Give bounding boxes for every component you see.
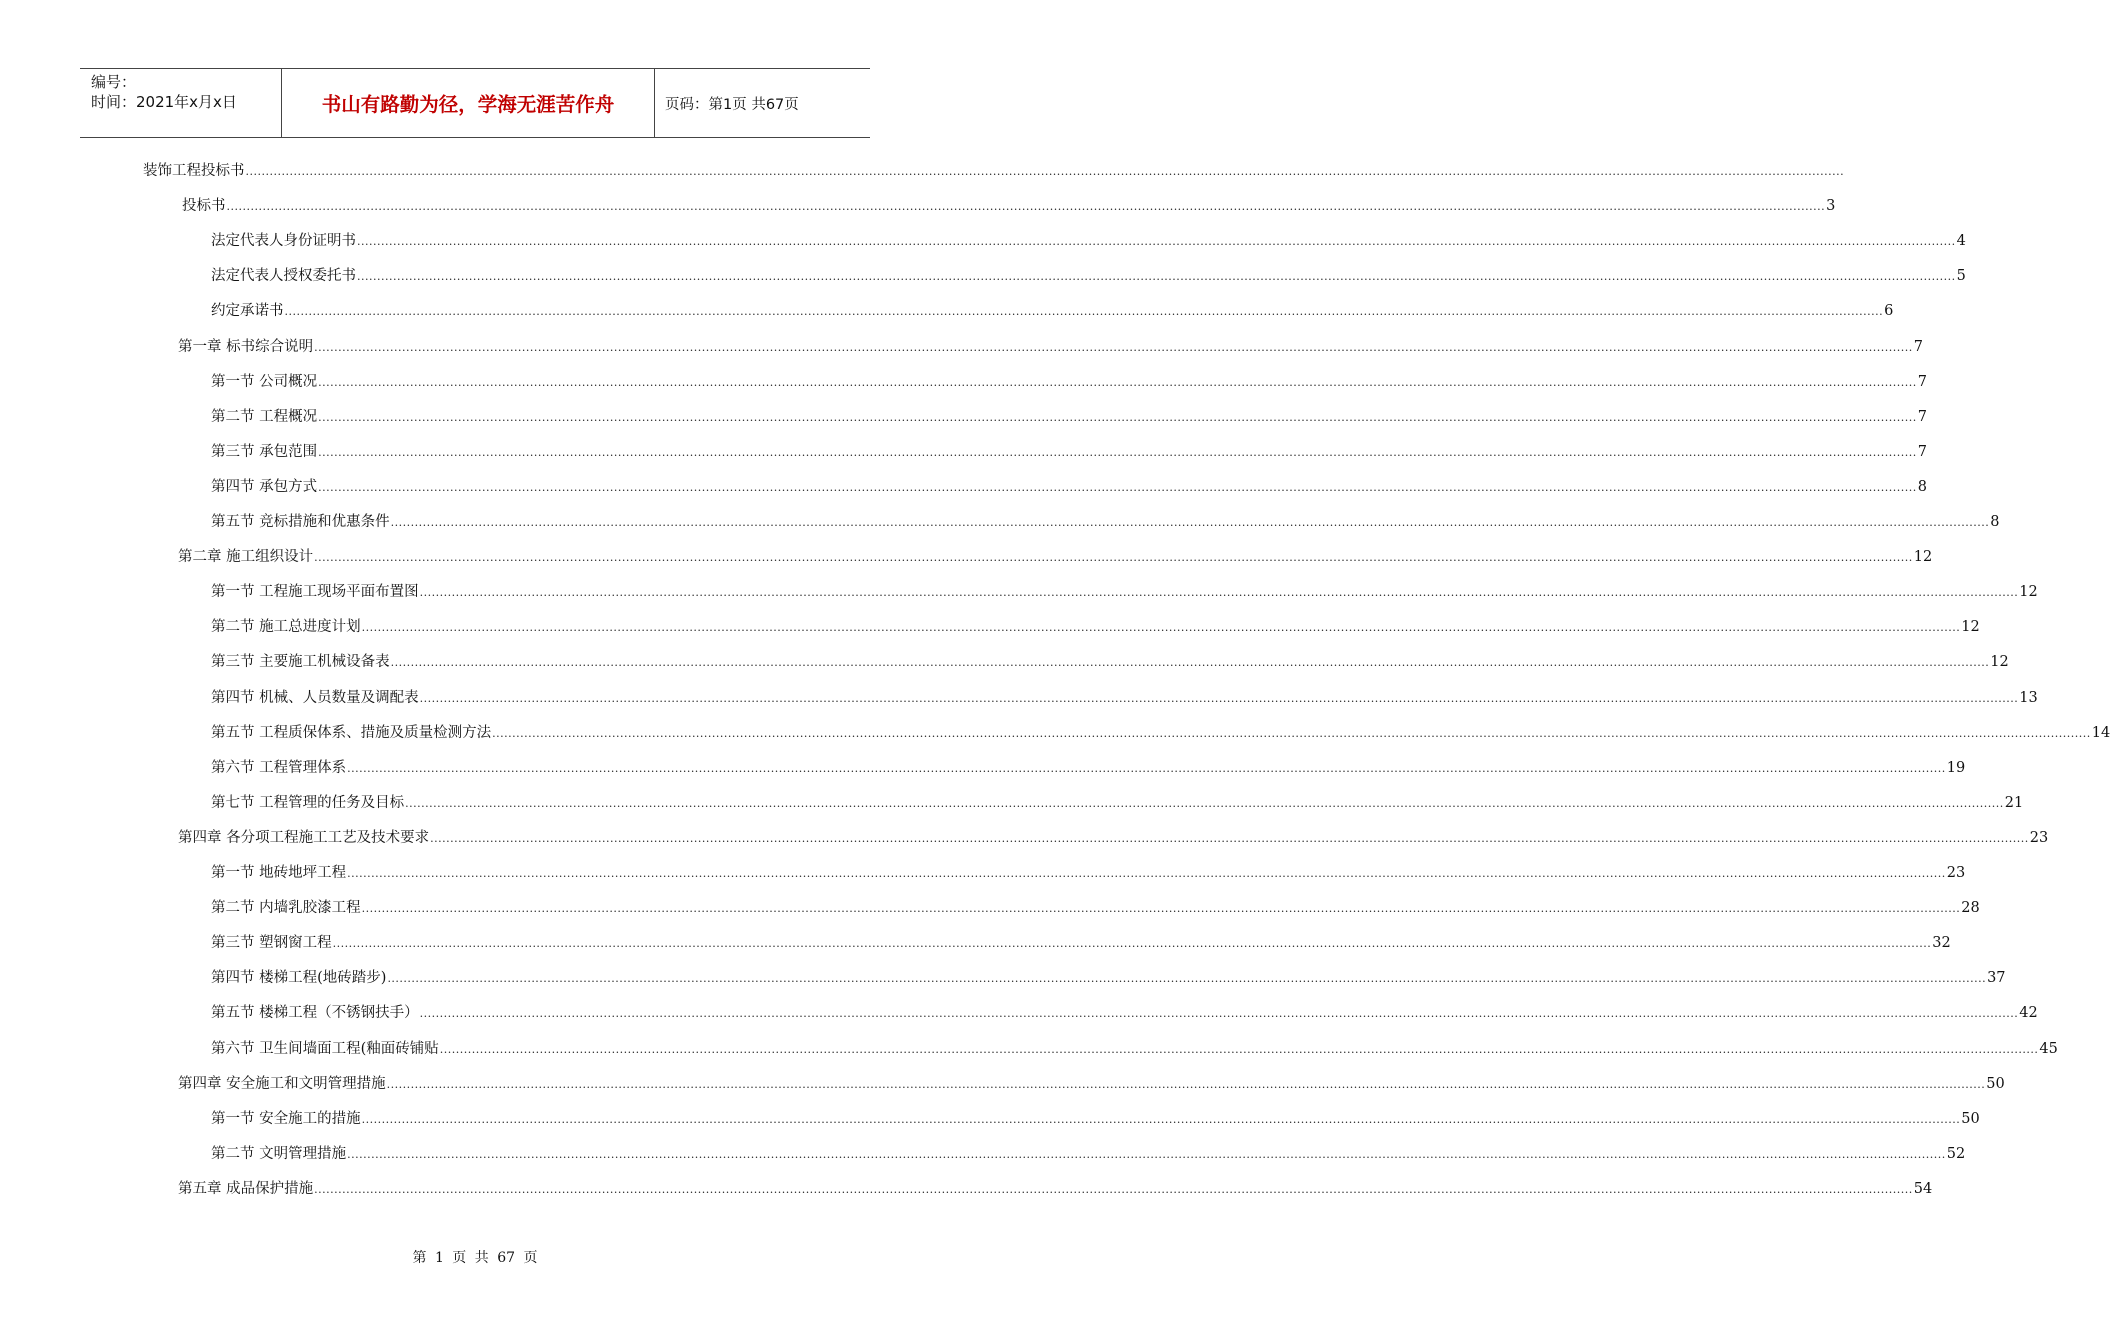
- toc-leader-dots: ................................................................................................................................................................................................................................................................................................................................................................................................................: [361, 1112, 1961, 1126]
- toc-entry-title: 第五节 工程质保体系、措施及质量检测方法: [211, 724, 492, 741]
- toc-entry-page-number: 50: [1986, 1075, 2005, 1092]
- toc-leader-dots: ................................................................................................................................................................................................................................................................................................................................................................................................................: [439, 1042, 2039, 1056]
- toc-leader-dots: ................................................................................................................................................................................................................................................................................................................................................................................................................: [430, 831, 2029, 845]
- toc-entry-title: 第五节 竞标措施和优惠条件: [211, 514, 390, 530]
- toc-entry-title: 第一章 标书综合说明: [178, 338, 314, 355]
- toc-entry[interactable]: [182, 195, 1836, 217]
- toc-entry-page-number: 12: [1990, 654, 2009, 671]
- toc-entry[interactable]: [211, 581, 2038, 603]
- toc-entry-title: 投标书: [182, 198, 226, 215]
- toc-entry-page-number: 45: [2039, 1040, 2058, 1057]
- toc-entry-title: 第一节 公司概况: [211, 373, 318, 390]
- toc-entry-page-number: 5: [1956, 268, 1966, 285]
- toc-leader-dots: ................................................................................................................................................................................................................................................................................................................................................................................................................: [284, 305, 1884, 319]
- toc-entry-page-number: 37: [1987, 970, 2006, 987]
- toc-entry-title: 第五章 成品保护措施: [178, 1180, 314, 1197]
- toc-entry-title: 第六节 工程管理体系: [211, 759, 347, 776]
- toc-leader-dots: ................................................................................................................................................................................................................................................................................................................................................................................................................: [347, 761, 1946, 775]
- toc-entry[interactable]: [211, 722, 2110, 744]
- toc-leader-dots: ................................................................................................................................................................................................................................................................................................................................................................................................................: [361, 621, 1961, 635]
- toc-entry-page-number: 8: [1990, 514, 2000, 530]
- toc-entry[interactable]: [211, 371, 1927, 393]
- toc-entry[interactable]: [178, 336, 1923, 358]
- toc-leader-dots: ................................................................................................................................................................................................................................................................................................................................................................................................................: [419, 586, 2019, 600]
- toc-entry-page-number: 54: [1913, 1180, 1933, 1197]
- toc-entry-title: 第四节 承包方式: [211, 478, 318, 495]
- toc-entry-page-number: 52: [1946, 1145, 1966, 1162]
- toc-leader-dots: ................................................................................................................................................................................................................................................................................................................................................................................................................: [386, 1077, 1986, 1091]
- toc-leader-dots: ................................................................................................................................................................................................................................................................................................................................................................................................................: [357, 235, 1956, 249]
- toc-leader-dots: ................................................................................................................................................................................................................................................................................................................................................................................................................: [357, 270, 1956, 284]
- toc-entry-title: 第二节 施工总进度计划: [211, 619, 361, 636]
- toc-entry-title: 第二节 文明管理措施: [211, 1145, 347, 1162]
- toc-entry[interactable]: [211, 616, 1980, 638]
- toc-entry[interactable]: [211, 897, 1980, 919]
- page-footer: 第 1 页 共 67 页: [412, 1250, 538, 1266]
- toc-entry[interactable]: [211, 792, 2024, 814]
- toc-entry[interactable]: [211, 300, 1894, 322]
- toc-entry[interactable]: [178, 827, 2049, 849]
- toc-entry-title: 第一节 地砖地坪工程: [211, 865, 347, 881]
- toc-leader-dots: ................................................................................................................................................................................................................................................................................................................................................................................................................: [347, 867, 1946, 880]
- toc-entry-page-number: 28: [1961, 900, 1980, 917]
- toc-entry[interactable]: [178, 1178, 1933, 1200]
- toc-entry-page-number: 21: [2004, 794, 2024, 811]
- toc-entry[interactable]: [211, 1108, 1980, 1130]
- toc-entry-page-number: 14: [2091, 724, 2110, 741]
- toc-leader-dots: ................................................................................................................................................................................................................................................................................................................................................................................................................: [390, 656, 1990, 670]
- toc-entry-title: 约定承诺书: [211, 303, 284, 320]
- toc-entry-title: 第三节 主要施工机械设备表: [211, 654, 390, 671]
- toc-entry-title: 第五节 楼梯工程（不锈钢扶手）: [211, 1005, 419, 1022]
- toc-entry-page-number: 12: [2019, 584, 2038, 601]
- toc-entry-title: 第四节 机械、人员数量及调配表: [211, 689, 419, 706]
- toc-entry[interactable]: [211, 1143, 1966, 1165]
- toc-leader-dots: ................................................................................................................................................................................................................................................................................................................................................................................................................: [361, 902, 1961, 916]
- toc-leader-dots: ................................................................................................................................................................................................................................................................................................................................................................................................................: [314, 340, 1913, 354]
- toc-entry[interactable]: [211, 967, 2006, 989]
- toc-entry[interactable]: [211, 1002, 2038, 1024]
- toc-entry[interactable]: [211, 862, 1966, 884]
- document-date: 时间：2021年x月x日: [91, 93, 237, 111]
- toc-leader-dots: ................................................................................................................................................................................................................................................................................................................................................................................................................: [405, 796, 2004, 810]
- toc-entry-page-number: 12: [1913, 549, 1933, 566]
- toc-entry-page-number: 23: [2029, 829, 2049, 846]
- toc-entry-title: 装饰工程投标书: [143, 163, 245, 179]
- toc-entry-page-number: 7: [1917, 373, 1927, 390]
- toc-entry-page-number: 8: [1917, 478, 1927, 495]
- toc-leader-dots: ................................................................................................................................................................................................................................................................................................................................................................................................................: [245, 165, 1845, 178]
- toc-entry-title: 第六节 卫生间墙面工程(釉面砖铺贴: [211, 1040, 439, 1057]
- toc-entry-page-number: 12: [1961, 619, 1980, 636]
- toc-entry-page-number: 23: [1946, 865, 1966, 881]
- toc-entry-title: 第二节 内墙乳胶漆工程: [211, 900, 361, 917]
- toc-entry[interactable]: [211, 651, 2009, 673]
- toc-entry-page-number: 3: [1826, 198, 1836, 215]
- toc-entry[interactable]: [211, 476, 1927, 498]
- header-motto: 书山有路勤为径，学海无涯苦作舟: [282, 69, 655, 137]
- toc-entry-page-number: 13: [2019, 689, 2038, 706]
- toc-entry-title: 第七节 工程管理的任务及目标: [211, 794, 405, 811]
- document-number-label: 编号：: [91, 73, 137, 91]
- toc-entry[interactable]: [211, 932, 1951, 954]
- toc-entry[interactable]: [211, 406, 1927, 428]
- toc-entry[interactable]: [211, 265, 1966, 287]
- toc-leader-dots: ................................................................................................................................................................................................................................................................................................................................................................................................................: [419, 1007, 2019, 1021]
- toc-entry-title: 法定代表人授权委托书: [211, 268, 356, 285]
- toc-entry-page-number: 4: [1956, 233, 1966, 250]
- toc-leader-dots: ................................................................................................................................................................................................................................................................................................................................................................................................................: [318, 410, 1917, 424]
- toc-entry-page-number: 32: [1932, 935, 1951, 952]
- toc-entry-page-number: 7: [1913, 338, 1923, 355]
- toc-entry-title: 法定代表人身份证明书: [211, 233, 356, 250]
- toc-leader-dots: ................................................................................................................................................................................................................................................................................................................................................................................................................: [318, 480, 1917, 494]
- toc-leader-dots: ................................................................................................................................................................................................................................................................................................................................................................................................................: [318, 445, 1917, 459]
- toc-leader-dots: ................................................................................................................................................................................................................................................................................................................................................................................................................: [332, 937, 1932, 951]
- toc-leader-dots: ................................................................................................................................................................................................................................................................................................................................................................................................................: [314, 551, 1913, 565]
- toc-entry[interactable]: [211, 1038, 2058, 1060]
- toc-leader-dots: ................................................................................................................................................................................................................................................................................................................................................................................................................: [390, 516, 1990, 529]
- toc-entry-title: 第二节 工程概况: [211, 408, 318, 425]
- toc-leader-dots: ................................................................................................................................................................................................................................................................................................................................................................................................................: [347, 1147, 1946, 1161]
- toc-leader-dots: ................................................................................................................................................................................................................................................................................................................................................................................................................: [226, 200, 1826, 214]
- toc-entry-title: 第三节 承包范围: [211, 443, 318, 460]
- toc-entry[interactable]: [178, 1073, 2005, 1095]
- toc-entry-page-number: 6: [1884, 303, 1894, 320]
- header-page-info: 页码：第1页 共67页: [665, 96, 799, 113]
- toc-leader-dots: ................................................................................................................................................................................................................................................................................................................................................................................................................: [492, 726, 2091, 740]
- toc-leader-dots: ................................................................................................................................................................................................................................................................................................................................................................................................................: [387, 972, 1987, 986]
- toc-entry[interactable]: [211, 757, 1966, 779]
- toc-leader-dots: ................................................................................................................................................................................................................................................................................................................................................................................................................: [419, 691, 2019, 705]
- toc-entry-page-number: 42: [2019, 1005, 2038, 1022]
- toc-entry[interactable]: [211, 230, 1966, 252]
- toc-entry[interactable]: [211, 441, 1927, 463]
- toc-entry-title: 第四节 楼梯工程(地砖踏步): [211, 970, 387, 987]
- toc-entry-title: 第四章 安全施工和文明管理措施: [178, 1075, 386, 1092]
- toc-entry-title: 第一节 安全施工的措施: [211, 1110, 361, 1127]
- toc-entry-page-number: 7: [1917, 408, 1927, 425]
- toc-entry[interactable]: [143, 160, 1845, 182]
- toc-entry-page-number: 7: [1917, 443, 1927, 460]
- toc-entry[interactable]: [211, 511, 2000, 533]
- toc-entry-page-number: 19: [1946, 759, 1966, 776]
- toc-entry-title: 第二章 施工组织设计: [178, 549, 314, 566]
- toc-entry-title: 第三节 塑钢窗工程: [211, 935, 332, 952]
- toc-entry[interactable]: [211, 687, 2038, 709]
- toc-leader-dots: ................................................................................................................................................................................................................................................................................................................................................................................................................: [314, 1182, 1913, 1196]
- toc-leader-dots: ................................................................................................................................................................................................................................................................................................................................................................................................................: [318, 375, 1917, 389]
- toc-entry-title: 第一节 工程施工现场平面布置图: [211, 584, 419, 601]
- toc-entry[interactable]: [178, 546, 1933, 568]
- toc-entry-title: 第四章 各分项工程施工工艺及技术要求: [178, 829, 430, 846]
- toc-entry-page-number: 50: [1961, 1110, 1980, 1127]
